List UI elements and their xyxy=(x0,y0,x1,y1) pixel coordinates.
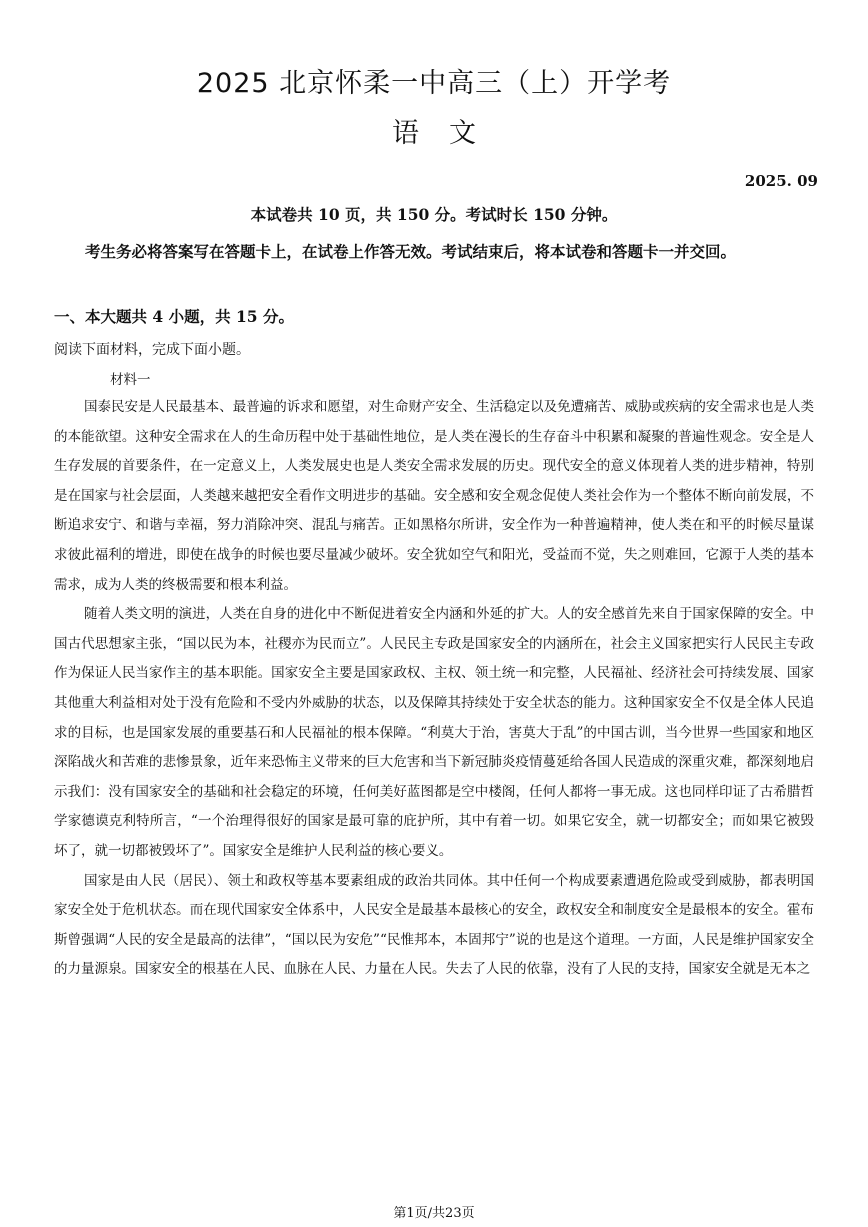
reading-instruction: 阅读下面材料，完成下面小题。 xyxy=(54,342,250,358)
section-heading: 一、本大题共 4 小题，共 15 分。 xyxy=(54,307,294,326)
exam-date: 2025. 09 xyxy=(744,172,818,190)
subject-title: 语文 xyxy=(392,118,506,149)
exam-notice-instructions: 考生务必将答案写在答题卡上，在试卷上作答无效。考试结束后，将本试卷和答题卡一并交回。 xyxy=(85,242,737,261)
paragraph: 随着人类文明的演进，人类在自身的进化中不断促进着安全内涵和外延的扩大。人的安全感首先来自于国家保障的安全。中国古代思想家主张，“国以民为本，社稷亦为民而立”。人民民主专政是国家安全的内涵所在，社会主义国家把实行人民民主专政作为保证人民当家作主的基本职能。国家安全主要是国家政权、主权、领土统一和完整，人民福祉、经济社会可持续发展、国家其他重大利益相对处于没有危险和不受内外威胁的状态，以及保障其持续处于安全状态的能力。这种国家安全不仅是全体人民追求的目标，也是国家发展的重要基石和人民福祉的根本保障。“利莫大于治，害莫大于乱”的中国古训，当今世界一些国家和地区深陷战火和苦难的悲惨景象，近年来恐怖主义带来的巨大危害和当下新冠肺炎疫情蔓延给各国人民造成的深重灾难，都深刻地启示我们：没有国家安全的基础和社会稳定的环境，任何美好蓝图都是空中楼阁，任何人都将一事无成。这也同样印证了古希腊哲学家德谟克利特所言，“一个治理得很好的国家是最可靠的庇护所，其中有着一切。如果它安全，就一切都安全；而如果它被毁坏了，就一切都被毁坏了”。国家安全是维护人民利益的核心要义。 xyxy=(54,606,814,859)
exam-title: 2025 北京怀柔一中高三（上）开学考 xyxy=(196,68,672,99)
page-footer: 第1页/共23页 xyxy=(393,1206,475,1221)
paragraph: 国泰民安是人民最基本、最普遍的诉求和愿望，对生命财产安全、生活稳定以及免遭痛苦、威胁或疾病的安全需求也是人类的本能欲望。这种安全需求在人的生命历程中处于基础性地位，是人类在漫长的生存奋斗中积累和凝聚的普遍性观念。安全是人生存发展的首要条件，在一定意义上，人类发展史也是人类安全需求发展的历史。现代安全的意义体现着人类的进步精神，特别是在国家与社会层面，人类越来越把安全看作文明进步的基础。安全感和安全观念促使人类社会作为一个整体不断向前发展，不断追求安宁、和谐与幸福，努力消除冲突、混乱与痛苦。正如黑格尔所讲，安全作为一种普遍精神，使人类在和平的时候尽量谋求彼此福利的增进，即使在战争的时候也要尽量减少破坏。安全犹如空气和阳光，受益而不觉，失之则难回，它源于人类的基本需求，成为人类的终极需要和根本利益。 xyxy=(54,399,814,593)
material-text xyxy=(54,393,814,985)
paragraph: 国家是由人民（居民）、领土和政权等基本要素组成的政治共同体。其中任何一个构成要素遭遇危险或受到威胁，都表明国家安全处于危机状态。而在现代国家安全体系中，人民安全是最基本最核心的安全，政权安全和制度安全是最根本的安全。霍布斯曾强调“人民的安全是最高的法律”，“国以民为安危”“民惟邦本，本固邦宁”说的也是这个道理。一方面，人民是维护国家安全的力量源泉。国家安全的根基在人民、血脉在人民、力量在人民。失去了人民的依靠，没有了人民的支持，国家安全就是无本之 xyxy=(54,872,814,978)
material-label: 材料一 xyxy=(110,372,151,388)
exam-notice-pages: 本试卷共 10 页，共 150 分。考试时长 150 分钟。 xyxy=(250,205,618,224)
